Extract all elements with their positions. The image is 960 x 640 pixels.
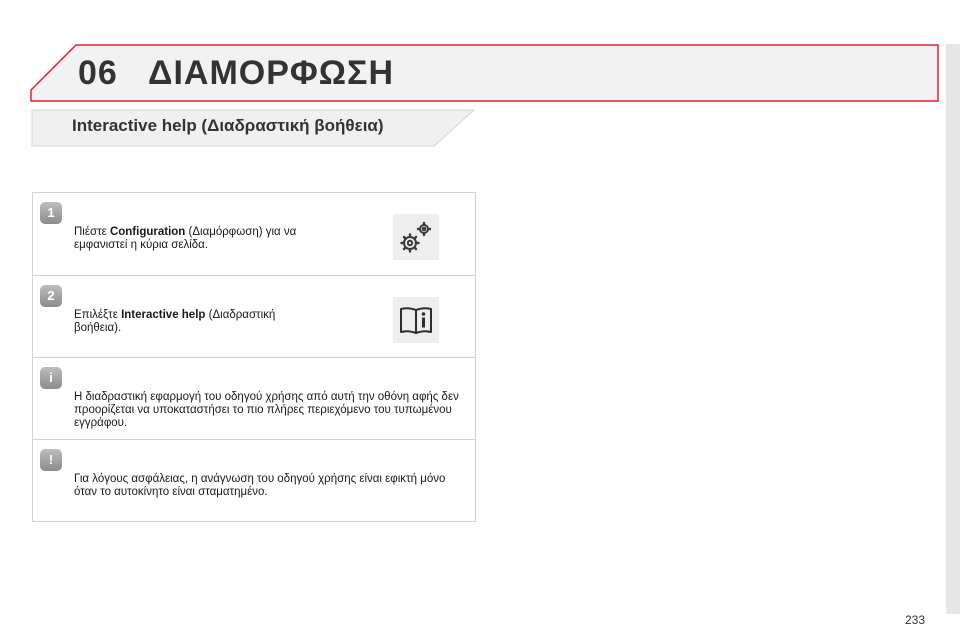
warning-note-text: Για λόγους ασφάλειας, η ανάγνωση του οδηγού χρήσης είναι εφικτή μόνο όταν το αυτοκίνητο είναι σταματημένο. bbox=[74, 473, 446, 498]
instructions-panel bbox=[32, 192, 476, 522]
info-icon: i bbox=[40, 367, 62, 389]
chapter-number: 06 bbox=[78, 54, 118, 92]
page-edge-strip bbox=[946, 44, 960, 614]
page-number: 233 bbox=[905, 613, 926, 627]
info-note-text: Η διαδραστική εφαρμογή του οδηγού χρήσης από αυτή την οθόνη αφής δεν προορίζεται να υποκαταστήσει το πιο πλήρες περιεχόμενο του τυπωμένου εγγράφου. bbox=[74, 391, 459, 429]
chapter-title: ΔΙΑΜΟΡΦΩΣΗ bbox=[148, 54, 395, 92]
info-note-row bbox=[33, 357, 475, 439]
step-text: Επιλέξτε Interactive help (Διαδραστική βοήθεια). bbox=[74, 309, 276, 334]
step-row bbox=[33, 193, 475, 275]
step-badge: 1 bbox=[40, 202, 62, 224]
button-name: Configuration bbox=[109, 226, 186, 238]
step-text: Πιέστε Configuration (Διαμόρφωση) για να εμφανιστεί η κύρια σελίδα. bbox=[74, 226, 297, 251]
button-name: Interactive help bbox=[121, 309, 206, 321]
step-row bbox=[33, 275, 475, 357]
section-title: Interactive help (Διαδραστική βοήθεια) bbox=[72, 116, 384, 135]
warning-note-row bbox=[33, 439, 475, 521]
help-book-icon bbox=[393, 297, 439, 343]
warning-icon: ! bbox=[40, 449, 62, 471]
gears-icon bbox=[393, 214, 439, 260]
step-badge: 2 bbox=[40, 285, 62, 307]
